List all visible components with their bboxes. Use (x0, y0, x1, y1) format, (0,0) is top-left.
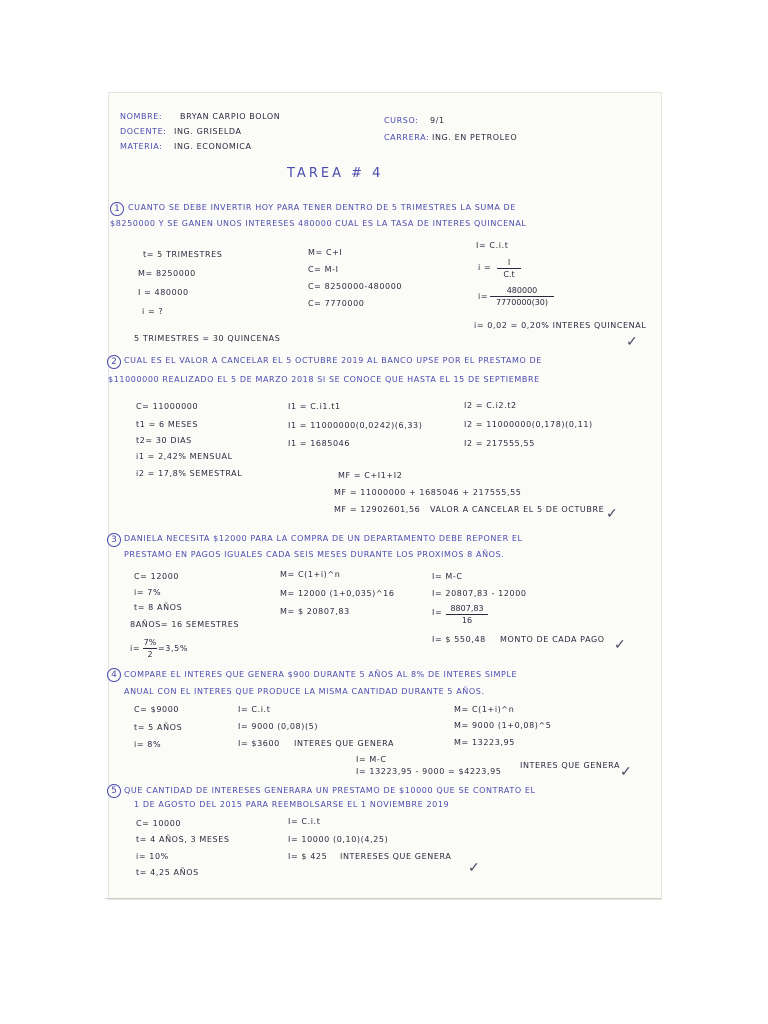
p4-col1-line-2: t= 5 AÑOS (134, 723, 183, 732)
p4-final-line-1: I= M-C (356, 755, 387, 764)
problem-3-statement-line-1: DANIELA NECESITA $12000 PARA LA COMPRA DE UN DEPARTAMENTO DEBE REPONER EL (124, 534, 523, 543)
p2-final-line-2: MF = 11000000 + 1685046 + 217555,55 (334, 488, 522, 497)
p2-col2-line-3: I1 = 1685046 (288, 439, 351, 448)
problem-5-statement-line-2: 1 DE AGOSTO DEL 2015 PARA REEMBOLSARSE EL 1 NOVIEMBRE 2019 (134, 800, 450, 809)
p3-col1-line-2: i= 7% (134, 588, 162, 597)
problem-2-number: 2 (107, 355, 121, 369)
p1-frac-1 (497, 258, 521, 279)
p3-col1-line-1: C= 12000 (134, 572, 180, 581)
p1-col2-line-4: C= 7770000 (308, 299, 365, 308)
problem-3-statement-line-2: PRESTAMO EN PAGOS IGUALES CADA SEIS MESES DURANTE LOS PROXIMOS 8 AÑOS. (124, 550, 505, 559)
p1-col1-line-3: I = 480000 (138, 288, 189, 297)
curso-label: CURSO: (384, 116, 419, 125)
p4-col3-line-1: M= C(1+i)^n (454, 705, 515, 714)
p1-frac-1-den: C.t (503, 270, 515, 279)
p3-frac-num: 7% (143, 638, 157, 647)
problem-1-statement-line-1: CUANTO SE DEBE INVERTIR HOY PARA TENER DENTRO DE 5 TRIMESTRES LA SUMA DE (128, 203, 516, 212)
problem-5-statement-line-1: QUE CANTIDAD DE INTERESES GENERARA UN PRESTAMO DE $10000 QUE SE CONTRATO EL (124, 786, 536, 795)
problem-2-statement-line-2: $11000000 REALIZADO EL 5 DE MARZO 2018 SI SE CONOCE QUE HASTA EL 15 DE SEPTIEMBRE (108, 375, 540, 384)
p2-final-line-3: MF = 12902601,56 (334, 505, 421, 514)
docente-label: DOCENTE: (120, 127, 167, 136)
p3-col3-line-2: I= 20807,83 - 12000 (432, 589, 527, 598)
p3-frac-2-num: 8807,83 (450, 604, 484, 613)
p1-col1-line-1: t= 5 TRIMESTRES (143, 250, 223, 259)
p2-col3-line-3: I2 = 217555,55 (464, 439, 535, 448)
bottom-rule (105, 898, 661, 899)
check-mark-3: ✓ (614, 637, 626, 653)
p5-col1-line-3: i= 10% (136, 852, 169, 861)
p3-col2-line-2: M= 12000 (1+0,035)^16 (280, 589, 395, 598)
p2-col1-line-3: t2= 30 DIAS (136, 436, 192, 445)
p1-frac-1-num: I (507, 258, 511, 267)
problem-2-statement-line-1: CUAL ES EL VALOR A CANCELAR EL 5 OCTUBRE 2019 AL BANCO UPSE POR EL PRESTAMO DE (124, 356, 542, 365)
p1-frac-2-den: 7770000(30) (495, 298, 549, 307)
nombre-label: NOMBRE: (120, 112, 163, 121)
p5-col1-line-2: t= 4 AÑOS, 3 MESES (136, 835, 230, 844)
p2-final-note: VALOR A CANCELAR EL 5 DE OCTUBRE (430, 505, 605, 514)
problem-1-number: 1 (110, 202, 124, 216)
p1-col2-line-3: C= 8250000-480000 (308, 282, 403, 291)
p1-col1-line-2: M= 8250000 (138, 269, 196, 278)
p2-col1-line-5: i2 = 17,8% SEMESTRAL (136, 469, 243, 478)
p3-col3-note: MONTO DE CADA PAGO (500, 635, 605, 644)
p3-frac (143, 638, 157, 659)
p3-col2-line-3: M= $ 20807,83 (280, 607, 350, 616)
p4-col3-line-2: M= 9000 (1+0,08)^5 (454, 721, 552, 730)
p4-col1-line-3: i= 8% (134, 740, 162, 749)
nombre-value: BRYAN CARPIO BOLON (180, 112, 281, 121)
p2-col1-line-1: C= 11000000 (136, 402, 199, 411)
carrera-label: CARRERA: (384, 133, 430, 142)
p5-col2-line-1: I= C.i.t (288, 817, 321, 826)
problem-5-number: 5 (107, 784, 121, 798)
p4-col2-line-3: I= $3600 (238, 739, 280, 748)
p3-col1-line-3: t= 8 AÑOS (134, 603, 183, 612)
check-mark-5: ✓ (468, 860, 480, 876)
check-mark-2: ✓ (606, 506, 618, 522)
p2-final-line-1: MF = C+I1+I2 (338, 471, 403, 480)
p2-col2-line-2: I1 = 11000000(0,0242)(6,33) (288, 421, 423, 430)
p1-frac-2-num: 480000 (506, 286, 538, 295)
p1-col2-line-2: C= M-I (308, 265, 339, 274)
materia-value: ING. ECONOMICA (174, 142, 252, 151)
p4-col1-line-1: C= $9000 (134, 705, 180, 714)
p4-col2-line-2: I= 9000 (0,08)(5) (238, 722, 319, 731)
p1-col3-line-1: I= C.i.t (476, 241, 509, 250)
p1-col1-line-4: i = ? (142, 307, 164, 316)
curso-value: 9/1 (430, 116, 445, 125)
check-mark-1: ✓ (626, 334, 638, 350)
p2-col2-line-1: I1 = C.i1.t1 (288, 402, 341, 411)
p1-frac-2 (490, 286, 554, 307)
p1-note: 5 TRIMESTRES = 30 QUINCENAS (134, 334, 281, 343)
p3-col1-i: i= (130, 644, 141, 653)
p4-final-note: INTERES QUE GENERA (520, 761, 621, 770)
problem-4-number: 4 (107, 668, 121, 682)
p1-col3-i: i = (478, 263, 492, 272)
p2-col1-line-2: t1 = 6 MESES (136, 420, 199, 429)
p4-col2-line-1: I= C.i.t (238, 705, 271, 714)
carrera-value: ING. EN PETROLEO (432, 133, 518, 142)
problem-4-statement-line-2: ANUAL CON EL INTERES QUE PRODUCE LA MISMA CANTIDAD DURANTE 5 AÑOS. (124, 687, 485, 696)
p3-col2-line-1: M= C(1+i)^n (280, 570, 341, 579)
p5-col2-note: INTERESES QUE GENERA (340, 852, 452, 861)
p3-frac-2 (446, 604, 488, 625)
p5-col2-line-3: I= $ 425 (288, 852, 328, 861)
p3-col3-line-4: I= $ 550,48 (432, 635, 486, 644)
p3-col1-result: =3,5% (158, 644, 189, 653)
p2-col3-line-2: I2 = 11000000(0,178)(0,11) (464, 420, 593, 429)
problem-1-statement-line-2: $8250000 Y SE GANEN UNOS INTERESES 480000 CUAL ES LA TASA DE INTERES QUINCENAL (110, 219, 527, 228)
p3-col1-line-4: 8AÑOS= 16 SEMESTRES (130, 620, 240, 629)
p1-col3-i2: i= (478, 292, 489, 301)
p3-col3-i: I= (432, 608, 443, 617)
docente-value: ING. GRISELDA (174, 127, 242, 136)
problem-3-number: 3 (107, 533, 121, 547)
p4-final-line-2: I= 13223,95 - 9000 = $4223,95 (356, 767, 502, 776)
p3-frac-2-den: 16 (461, 616, 473, 625)
p2-col1-line-4: i1 = 2,42% MENSUAL (136, 452, 233, 461)
p3-frac-den: 2 (147, 650, 153, 659)
check-mark-4: ✓ (620, 764, 632, 780)
problem-4-statement-line-1: COMPARE EL INTERES QUE GENERA $900 DURANTE 5 AÑOS AL 8% DE INTERES SIMPLE (124, 670, 518, 679)
p1-result: i= 0,02 = 0,20% INTERES QUINCENAL (474, 321, 647, 330)
materia-label: MATERIA: (120, 142, 163, 151)
p4-col3-line-3: M= 13223,95 (454, 738, 515, 747)
p5-col1-line-1: C= 10000 (136, 819, 182, 828)
p5-col1-line-4: t= 4,25 AÑOS (136, 868, 199, 877)
p3-col3-line-1: I= M-C (432, 572, 463, 581)
p1-col2-line-1: M= C+I (308, 248, 343, 257)
p2-col3-line-1: I2 = C.i2.t2 (464, 401, 517, 410)
p4-col2-note: INTERES QUE GENERA (294, 739, 395, 748)
page-title: TAREA # 4 (287, 166, 384, 181)
p5-col2-line-2: I= 10000 (0,10)(4,25) (288, 835, 389, 844)
